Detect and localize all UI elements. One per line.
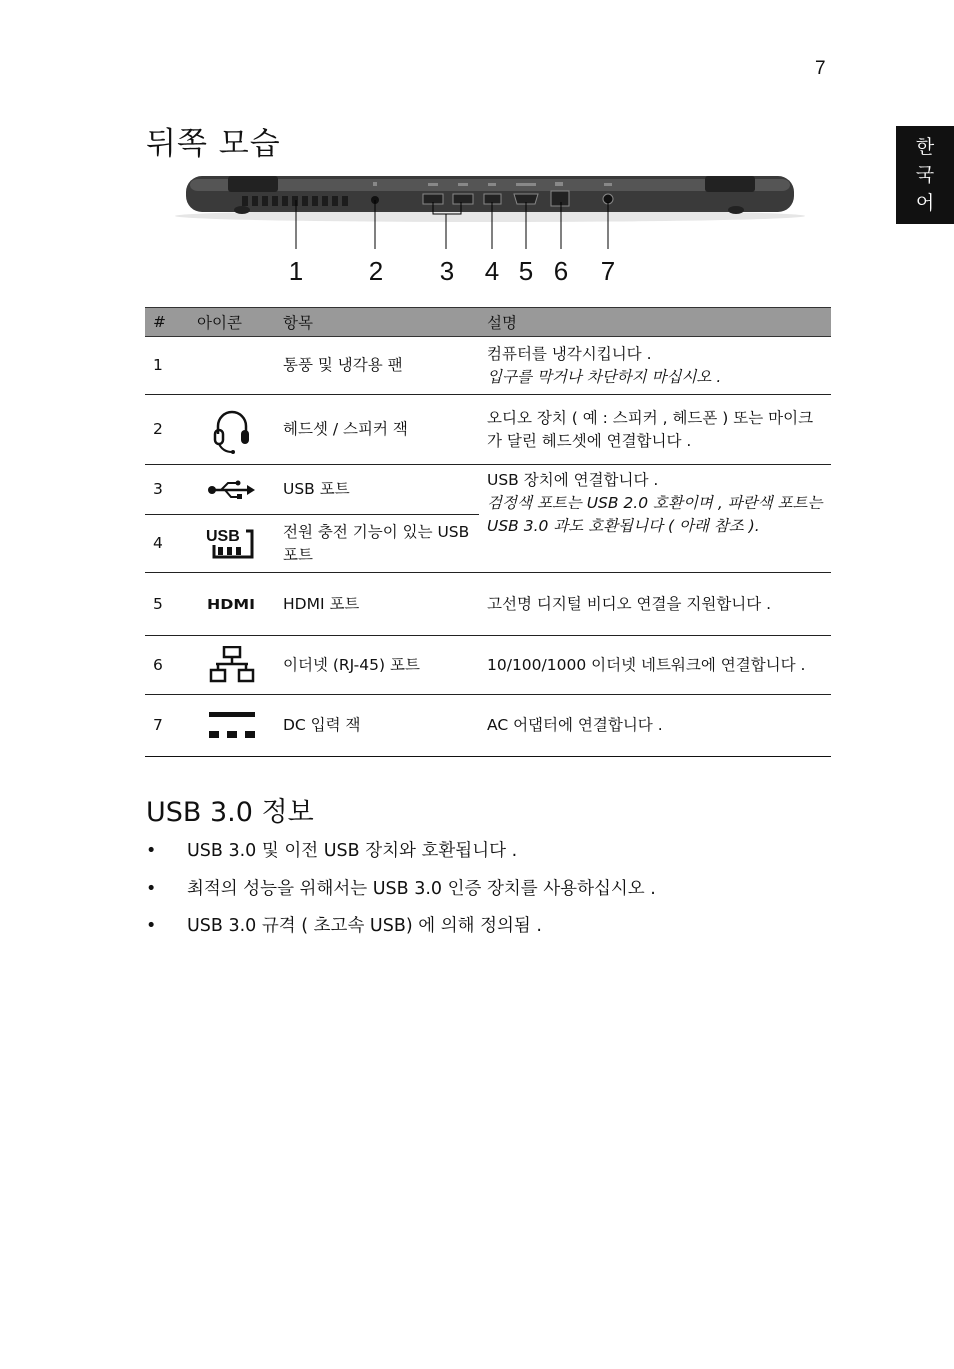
row-num: 2 bbox=[145, 395, 189, 465]
language-tab-char: 한 bbox=[915, 136, 935, 158]
usb-charge-icon bbox=[206, 527, 258, 561]
row-icon bbox=[189, 636, 275, 695]
description-text: USB 장치에 연결합니다 . bbox=[487, 471, 659, 489]
hdmi-icon-label: HDMI bbox=[207, 598, 255, 612]
row-num: 4 bbox=[145, 515, 189, 573]
description-text: 컴퓨터를 냉각시킵니다 . bbox=[487, 344, 652, 363]
usb-icon bbox=[207, 479, 257, 501]
header-icon: 아이콘 bbox=[189, 308, 275, 337]
table-row bbox=[145, 636, 831, 695]
row-num: 3 bbox=[145, 465, 189, 515]
svg-text:USB: USB bbox=[206, 527, 240, 545]
language-tab-char: 국 bbox=[915, 164, 935, 186]
row-item: USB 포트 bbox=[275, 465, 479, 515]
row-description bbox=[479, 337, 831, 395]
usb-section-title: USB 3.0 정보 bbox=[146, 797, 314, 828]
row-description: 10/100/1000 이더넷 네트워크에 연결합니다 . bbox=[479, 636, 831, 695]
row-num: 6 bbox=[145, 636, 189, 695]
row-icon bbox=[189, 395, 275, 465]
callout-number: 2 bbox=[368, 256, 384, 286]
callout-number: 3 bbox=[439, 256, 455, 286]
list-item: • USB 3.0 및 이전 USB 장치와 호환됩니다 . bbox=[146, 838, 656, 876]
dc-in-icon bbox=[208, 711, 256, 741]
callout-number: 5 bbox=[518, 256, 534, 286]
section-title: 뒤쪽 모습 bbox=[146, 126, 281, 162]
row-item: 통풍 및 냉각용 팬 bbox=[275, 337, 479, 395]
callout-number: 6 bbox=[553, 256, 569, 286]
row-item: DC 입력 잭 bbox=[275, 695, 479, 757]
header-description: 설명 bbox=[479, 308, 831, 337]
row-num: 5 bbox=[145, 573, 189, 636]
table-row bbox=[145, 465, 831, 515]
header-num: # bbox=[145, 308, 189, 337]
list-item: • 최적의 성능을 위해서는 USB 3.0 인증 장치를 사용하십시오 . bbox=[146, 876, 656, 914]
list-item: • USB 3.0 규격 ( 초고속 USB) 에 의해 정의됨 . bbox=[146, 913, 656, 951]
description-note: 입구를 막거나 차단하지 마십시오 . bbox=[487, 367, 722, 386]
row-item: 전원 충전 기능이 있는 USB 포트 bbox=[275, 515, 479, 573]
row-num: 7 bbox=[145, 695, 189, 757]
row-num: 1 bbox=[145, 337, 189, 395]
description-note: 검정색 포트는 USB 2.0 호환이며 , 파란색 포트는 USB 3.0 과도 호환됩니다 ( 아래 참조 ). bbox=[487, 494, 823, 535]
row-item: HDMI 포트 bbox=[275, 573, 479, 636]
callout-number: 7 bbox=[600, 256, 616, 286]
row-description: 오디오 장치 ( 예 : 스피커 , 헤드폰 ) 또는 마이크가 달린 헤드셋에 연결합니다 . bbox=[479, 395, 831, 465]
row-description: AC 어댑터에 연결합니다 . bbox=[479, 695, 831, 757]
row-icon bbox=[189, 695, 275, 757]
header-item: 항목 bbox=[275, 308, 479, 337]
row-icon bbox=[189, 337, 275, 395]
table-row bbox=[145, 573, 831, 636]
table-header-row bbox=[145, 308, 831, 337]
callout-number: 1 bbox=[288, 256, 304, 286]
row-icon bbox=[189, 573, 275, 636]
headset-icon bbox=[212, 406, 252, 454]
table-row bbox=[145, 337, 831, 395]
ports-table bbox=[145, 307, 831, 757]
callout-lines bbox=[0, 0, 954, 260]
row-description: 고선명 디지털 비디오 연결을 지원합니다 . bbox=[479, 573, 831, 636]
callout-number: 4 bbox=[484, 256, 500, 286]
table-row bbox=[145, 395, 831, 465]
row-item: 이더넷 (RJ-45) 포트 bbox=[275, 636, 479, 695]
ethernet-icon bbox=[208, 646, 256, 684]
language-tab-char: 어 bbox=[915, 192, 935, 214]
row-description bbox=[479, 465, 831, 573]
row-item: 헤드셋 / 스피커 잭 bbox=[275, 395, 479, 465]
row-icon bbox=[189, 515, 275, 573]
page-number: 7 bbox=[815, 58, 826, 79]
table-row bbox=[145, 695, 831, 757]
usb-info-list bbox=[146, 838, 656, 951]
row-icon bbox=[189, 465, 275, 515]
hdmi-icon bbox=[207, 596, 257, 612]
